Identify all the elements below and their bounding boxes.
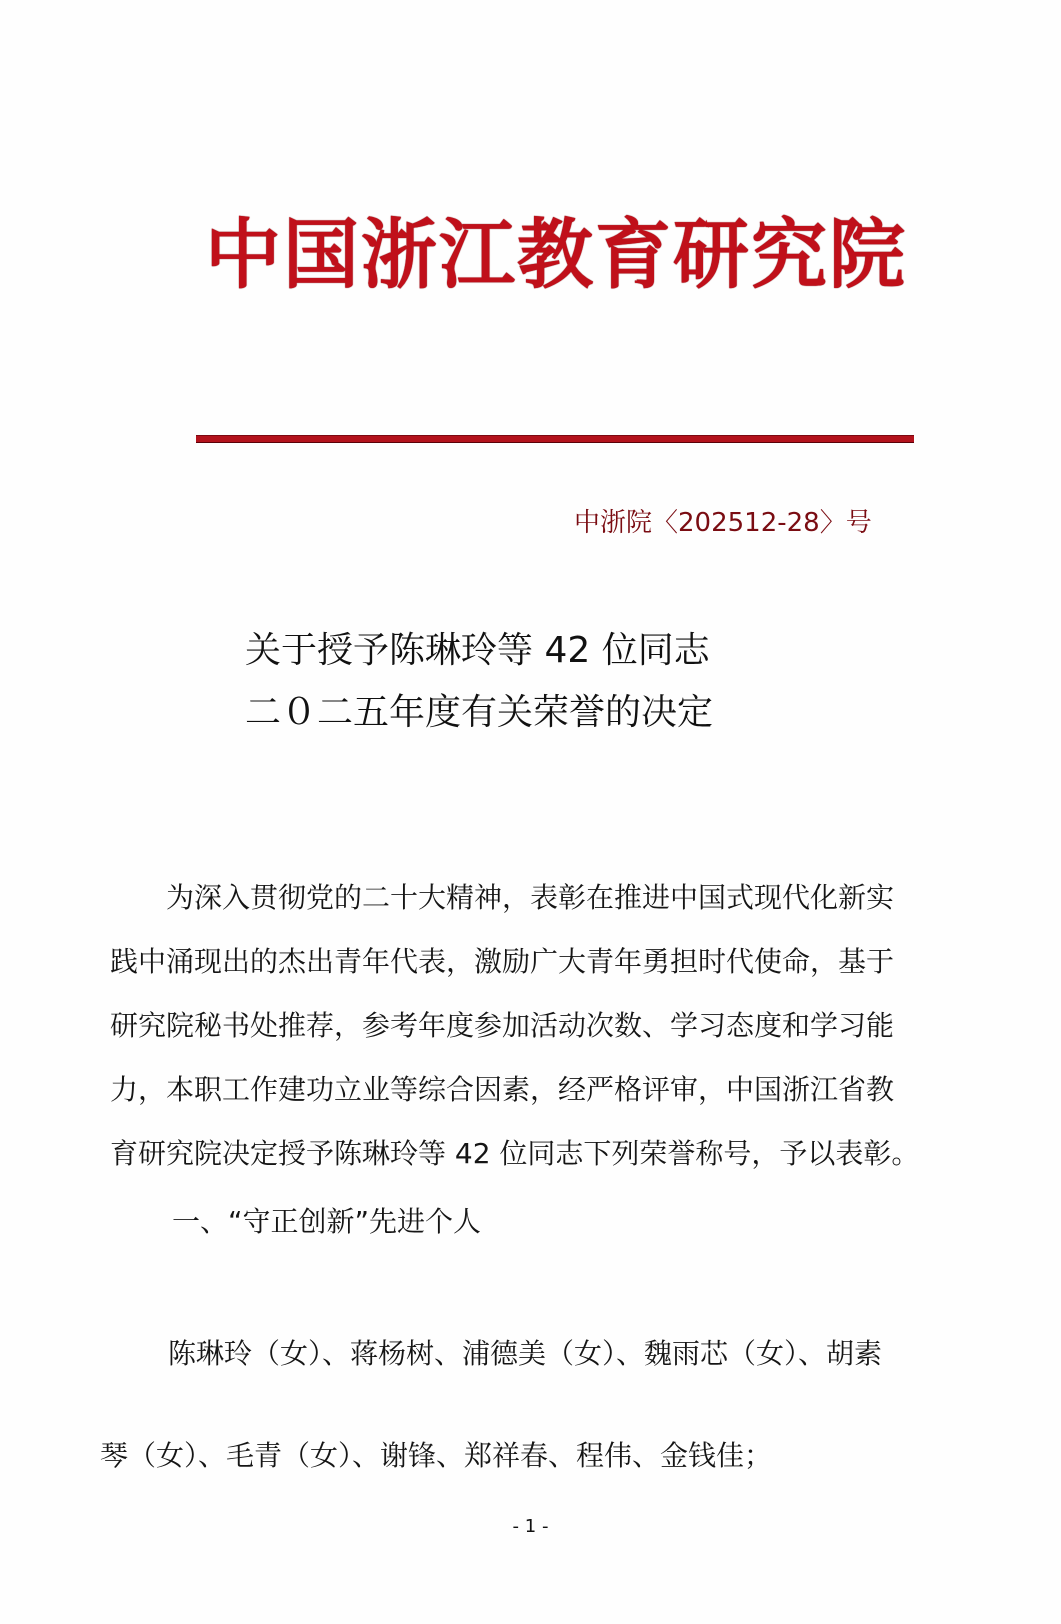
body-line: 育研究院决定授予陈琳玲等 42 位同志下列荣誉称号，予以表彰。 [110, 1137, 920, 1170]
honoree-names-list [100, 1303, 960, 1507]
document-number: 中浙院〈202512-28〉号 [574, 508, 872, 538]
body-line: 践中涌现出的杰出青年代表，激励广大青年勇担时代使命，基于 [110, 945, 895, 978]
red-divider-rule [196, 436, 914, 442]
document-title-line-2: 二０二五年度有关荣誉的决定 [245, 692, 714, 733]
body-line: 为深入贯彻党的二十大精神，表彰在推进中国式现代化新实 [166, 881, 895, 914]
organization-title: 中国浙江教育研究院 [205, 210, 907, 299]
names-line: 陈琳玲（女）、蒋杨树、浦德美（女）、魏雨芯（女）、胡素 [168, 1337, 883, 1370]
body-line: 力，本职工作建功立业等综合因素，经严格评审，中国浙江省教 [110, 1073, 895, 1106]
body-paragraph [110, 866, 960, 1186]
document-title-line-1: 关于授予陈琳玲等 42 位同志 [245, 630, 710, 671]
document-title [245, 620, 713, 744]
names-line: 琴（女）、毛青（女）、谢锋、郑祥春、程伟、金钱佳； [100, 1439, 773, 1472]
page-number: - 1 - [512, 1516, 549, 1537]
section-heading: 一、“守正创新”先进个人 [172, 1205, 482, 1238]
body-line: 研究院秘书处推荐，参考年度参加活动次数、学习态度和学习能 [110, 1009, 895, 1042]
